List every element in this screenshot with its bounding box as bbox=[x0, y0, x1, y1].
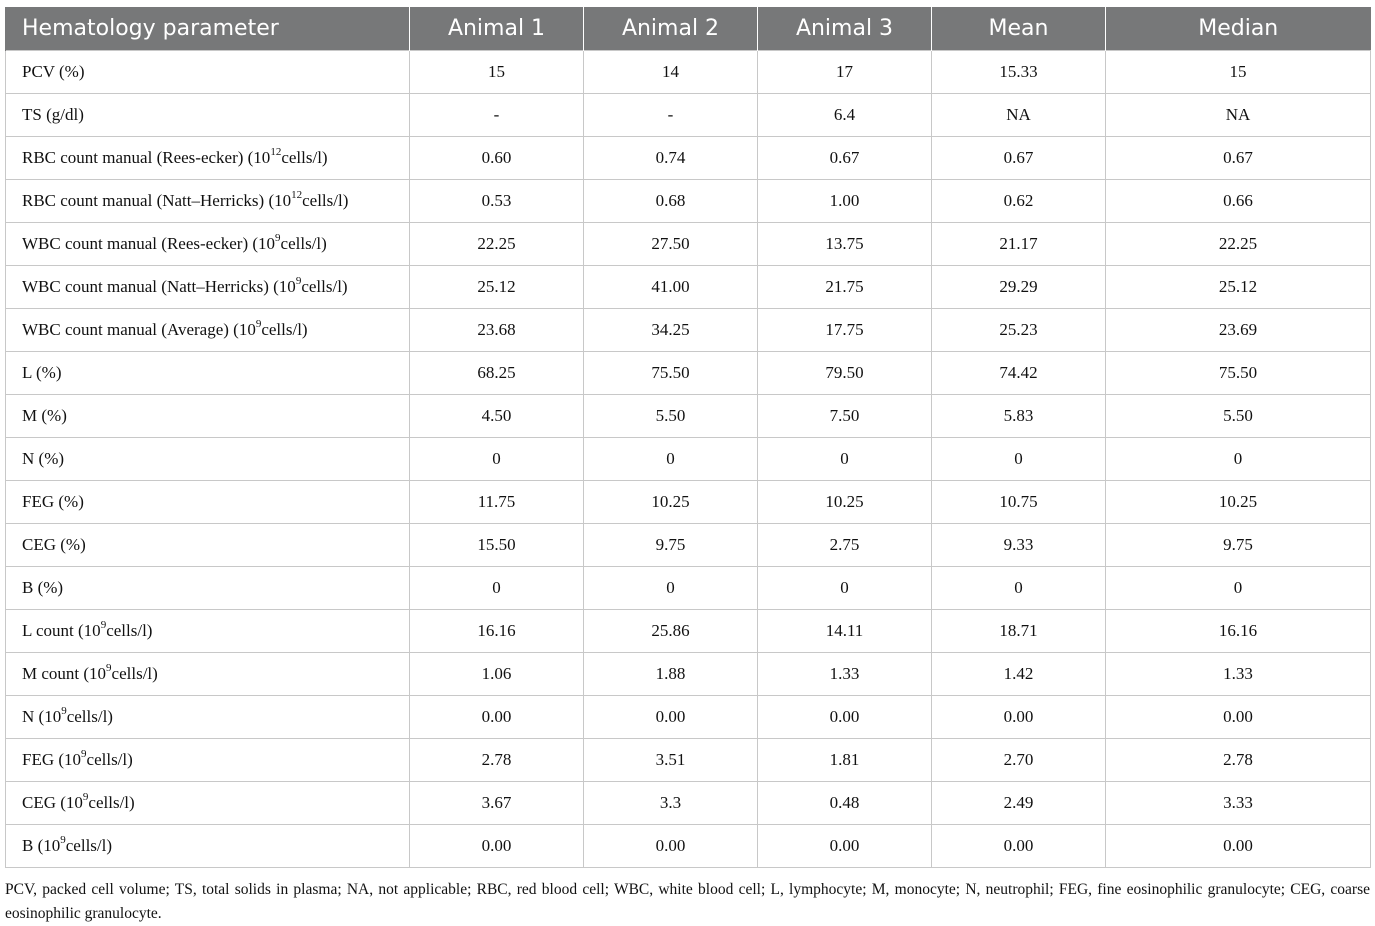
cell-animal-1: 25.12 bbox=[410, 266, 584, 309]
row-label: CEG (%) bbox=[6, 524, 410, 567]
row-label-exponent: 9 bbox=[81, 748, 87, 761]
cell-mean: 2.70 bbox=[932, 739, 1106, 782]
cell-animal-1: 15.50 bbox=[410, 524, 584, 567]
cell-mean: 18.71 bbox=[932, 610, 1106, 653]
header-animal-3: Animal 3 bbox=[758, 7, 932, 51]
header-animal-2: Animal 2 bbox=[584, 7, 758, 51]
row-label: FEG (%) bbox=[6, 481, 410, 524]
table-row bbox=[6, 352, 1371, 395]
cell-animal-3: 17.75 bbox=[758, 309, 932, 352]
row-label bbox=[6, 782, 410, 825]
row-label-unit: cells/l) bbox=[106, 621, 153, 640]
cell-animal-3: 6.4 bbox=[758, 94, 932, 137]
row-label-text: B (10 bbox=[22, 836, 61, 855]
row-label: PCV (%) bbox=[6, 51, 410, 94]
cell-mean: 0.00 bbox=[932, 696, 1106, 739]
cell-animal-2: 0 bbox=[584, 438, 758, 481]
cell-animal-3: 21.75 bbox=[758, 266, 932, 309]
row-label-text: WBC count manual (Rees-ecker) (10 bbox=[22, 234, 276, 253]
cell-animal-1: 23.68 bbox=[410, 309, 584, 352]
cell-median: 5.50 bbox=[1106, 395, 1371, 438]
row-label: L (%) bbox=[6, 352, 410, 395]
table-row bbox=[6, 438, 1371, 481]
cell-animal-3: 7.50 bbox=[758, 395, 932, 438]
cell-median: 0.66 bbox=[1106, 180, 1371, 223]
cell-animal-2: 27.50 bbox=[584, 223, 758, 266]
cell-animal-2: 9.75 bbox=[584, 524, 758, 567]
cell-median: 16.16 bbox=[1106, 610, 1371, 653]
cell-mean: 9.33 bbox=[932, 524, 1106, 567]
cell-animal-3: 1.00 bbox=[758, 180, 932, 223]
row-label: TS (g/dl) bbox=[6, 94, 410, 137]
cell-animal-1: 0 bbox=[410, 438, 584, 481]
row-label-unit: cells/l) bbox=[66, 707, 113, 726]
table-row bbox=[6, 825, 1371, 868]
cell-mean: NA bbox=[932, 94, 1106, 137]
cell-animal-3: 13.75 bbox=[758, 223, 932, 266]
cell-mean: 29.29 bbox=[932, 266, 1106, 309]
cell-animal-2: 0.74 bbox=[584, 137, 758, 180]
row-label-exponent: 9 bbox=[295, 275, 302, 288]
row-label-exponent: 9 bbox=[255, 318, 262, 331]
header-animal-1: Animal 1 bbox=[410, 7, 584, 51]
table-row bbox=[6, 739, 1371, 782]
cell-animal-2: 10.25 bbox=[584, 481, 758, 524]
cell-animal-1: 0.60 bbox=[410, 137, 584, 180]
cell-animal-3: 10.25 bbox=[758, 481, 932, 524]
table-body bbox=[6, 51, 1371, 868]
cell-animal-1: 0.53 bbox=[410, 180, 584, 223]
cell-animal-1: 68.25 bbox=[410, 352, 584, 395]
cell-median: 0.00 bbox=[1106, 696, 1371, 739]
row-label-exponent: 9 bbox=[106, 662, 112, 675]
cell-animal-3: 1.33 bbox=[758, 653, 932, 696]
cell-animal-2: 75.50 bbox=[584, 352, 758, 395]
table-row bbox=[6, 782, 1371, 825]
cell-median: 0.00 bbox=[1106, 825, 1371, 868]
table-row bbox=[6, 266, 1371, 309]
table-row bbox=[6, 696, 1371, 739]
table-row bbox=[6, 309, 1371, 352]
cell-mean: 1.42 bbox=[932, 653, 1106, 696]
cell-animal-2: - bbox=[584, 94, 758, 137]
table-row bbox=[6, 524, 1371, 567]
table-footnote: PCV, packed cell volume; TS, total solids in plasma; NA, not applicable; RBC, red blood cell; WBC, white blood cell; L, lymphocyte; M, monocyte; N, neutrophil; FEG, fine eosinophilic granulocyte; CEG, coarse eosinophilic granulocyte. bbox=[5, 881, 1370, 922]
row-label bbox=[6, 696, 410, 739]
cell-mean: 5.83 bbox=[932, 395, 1106, 438]
cell-animal-3: 0.67 bbox=[758, 137, 932, 180]
cell-median: 75.50 bbox=[1106, 352, 1371, 395]
cell-animal-2: 3.3 bbox=[584, 782, 758, 825]
cell-animal-1: 0.00 bbox=[410, 825, 584, 868]
row-label: N (%) bbox=[6, 438, 410, 481]
cell-animal-3: 2.75 bbox=[758, 524, 932, 567]
cell-median: 0.67 bbox=[1106, 137, 1371, 180]
row-label: B (%) bbox=[6, 567, 410, 610]
row-label: M (%) bbox=[6, 395, 410, 438]
row-label-text: WBC count manual (Natt–Herricks) (10 bbox=[22, 277, 296, 296]
cell-animal-2: 34.25 bbox=[584, 309, 758, 352]
cell-median: 0 bbox=[1106, 438, 1371, 481]
cell-animal-2: 0.68 bbox=[584, 180, 758, 223]
header-parameter: Hematology parameter bbox=[6, 7, 410, 51]
row-label bbox=[6, 266, 410, 309]
row-label bbox=[6, 825, 410, 868]
table-row bbox=[6, 567, 1371, 610]
table-row bbox=[6, 395, 1371, 438]
row-label-exponent: 9 bbox=[60, 834, 66, 847]
cell-mean: 15.33 bbox=[932, 51, 1106, 94]
cell-median: 10.25 bbox=[1106, 481, 1371, 524]
cell-animal-1: 2.78 bbox=[410, 739, 584, 782]
cell-animal-1: - bbox=[410, 94, 584, 137]
table-row bbox=[6, 137, 1371, 180]
cell-animal-3: 0 bbox=[758, 438, 932, 481]
header-mean: Mean bbox=[932, 7, 1106, 51]
cell-animal-2: 1.88 bbox=[584, 653, 758, 696]
row-label bbox=[6, 739, 410, 782]
cell-animal-2: 0.00 bbox=[584, 825, 758, 868]
row-label-text: WBC count manual (Average) (10 bbox=[22, 320, 256, 339]
table-row bbox=[6, 94, 1371, 137]
cell-animal-2: 41.00 bbox=[584, 266, 758, 309]
row-label bbox=[6, 653, 410, 696]
cell-animal-1: 15 bbox=[410, 51, 584, 94]
row-label-unit: cells/l) bbox=[302, 191, 349, 210]
row-label-text: FEG (10 bbox=[22, 750, 82, 769]
row-label bbox=[6, 223, 410, 266]
cell-mean: 74.42 bbox=[932, 352, 1106, 395]
row-label bbox=[6, 180, 410, 223]
cell-animal-1: 22.25 bbox=[410, 223, 584, 266]
cell-median: NA bbox=[1106, 94, 1371, 137]
row-label-exponent: 9 bbox=[61, 705, 67, 718]
row-label-unit: cells/l) bbox=[261, 320, 308, 339]
row-label-exponent: 9 bbox=[82, 791, 89, 804]
cell-animal-1: 3.67 bbox=[410, 782, 584, 825]
cell-mean: 0.62 bbox=[932, 180, 1106, 223]
cell-mean: 0.00 bbox=[932, 825, 1106, 868]
row-label bbox=[6, 610, 410, 653]
row-label-text: M count (10 bbox=[22, 664, 107, 683]
cell-animal-3: 0 bbox=[758, 567, 932, 610]
cell-animal-3: 0.00 bbox=[758, 825, 932, 868]
cell-animal-1: 0 bbox=[410, 567, 584, 610]
row-label-exponent: 9 bbox=[100, 619, 107, 632]
cell-animal-2: 0.00 bbox=[584, 696, 758, 739]
cell-median: 22.25 bbox=[1106, 223, 1371, 266]
cell-mean: 25.23 bbox=[932, 309, 1106, 352]
cell-animal-1: 4.50 bbox=[410, 395, 584, 438]
row-label-exponent: 12 bbox=[291, 189, 303, 202]
table-header-row bbox=[6, 7, 1371, 51]
cell-median: 0 bbox=[1106, 567, 1371, 610]
cell-mean: 2.49 bbox=[932, 782, 1106, 825]
cell-animal-1: 0.00 bbox=[410, 696, 584, 739]
row-label-exponent: 12 bbox=[270, 146, 282, 159]
table-row bbox=[6, 180, 1371, 223]
row-label-text: RBC count manual (Rees-ecker) (10 bbox=[22, 148, 271, 167]
cell-animal-2: 3.51 bbox=[584, 739, 758, 782]
cell-mean: 0 bbox=[932, 567, 1106, 610]
row-label-unit: cells/l) bbox=[111, 664, 158, 683]
hematology-table bbox=[5, 7, 1371, 868]
cell-animal-3: 1.81 bbox=[758, 739, 932, 782]
row-label-unit: cells/l) bbox=[88, 793, 135, 812]
table-row bbox=[6, 610, 1371, 653]
row-label-unit: cells/l) bbox=[280, 234, 327, 253]
row-label-unit: cells/l) bbox=[301, 277, 348, 296]
row-label bbox=[6, 137, 410, 180]
row-label-unit: cells/l) bbox=[281, 148, 328, 167]
cell-median: 2.78 bbox=[1106, 739, 1371, 782]
row-label bbox=[6, 309, 410, 352]
table-row bbox=[6, 653, 1371, 696]
row-label-text: CEG (10 bbox=[22, 793, 83, 812]
cell-median: 15 bbox=[1106, 51, 1371, 94]
cell-animal-2: 0 bbox=[584, 567, 758, 610]
table-row bbox=[6, 223, 1371, 266]
cell-median: 1.33 bbox=[1106, 653, 1371, 696]
row-label-text: RBC count manual (Natt–Herricks) (10 bbox=[22, 191, 292, 210]
row-label-text: N (10 bbox=[22, 707, 62, 726]
cell-median: 25.12 bbox=[1106, 266, 1371, 309]
cell-mean: 0 bbox=[932, 438, 1106, 481]
cell-animal-3: 0.48 bbox=[758, 782, 932, 825]
table-row bbox=[6, 481, 1371, 524]
cell-animal-3: 17 bbox=[758, 51, 932, 94]
row-label-text: L count (10 bbox=[22, 621, 101, 640]
row-label-unit: cells/l) bbox=[86, 750, 133, 769]
cell-mean: 0.67 bbox=[932, 137, 1106, 180]
cell-animal-1: 1.06 bbox=[410, 653, 584, 696]
cell-animal-3: 14.11 bbox=[758, 610, 932, 653]
cell-median: 3.33 bbox=[1106, 782, 1371, 825]
cell-animal-1: 16.16 bbox=[410, 610, 584, 653]
cell-animal-3: 0.00 bbox=[758, 696, 932, 739]
cell-animal-3: 79.50 bbox=[758, 352, 932, 395]
cell-median: 9.75 bbox=[1106, 524, 1371, 567]
table-row bbox=[6, 51, 1371, 94]
cell-median: 23.69 bbox=[1106, 309, 1371, 352]
cell-mean: 21.17 bbox=[932, 223, 1106, 266]
row-label-unit: cells/l) bbox=[65, 836, 113, 855]
cell-animal-2: 5.50 bbox=[584, 395, 758, 438]
row-label-exponent: 9 bbox=[275, 232, 281, 245]
cell-mean: 10.75 bbox=[932, 481, 1106, 524]
cell-animal-2: 14 bbox=[584, 51, 758, 94]
cell-animal-1: 11.75 bbox=[410, 481, 584, 524]
cell-animal-2: 25.86 bbox=[584, 610, 758, 653]
header-median: Median bbox=[1106, 7, 1371, 51]
